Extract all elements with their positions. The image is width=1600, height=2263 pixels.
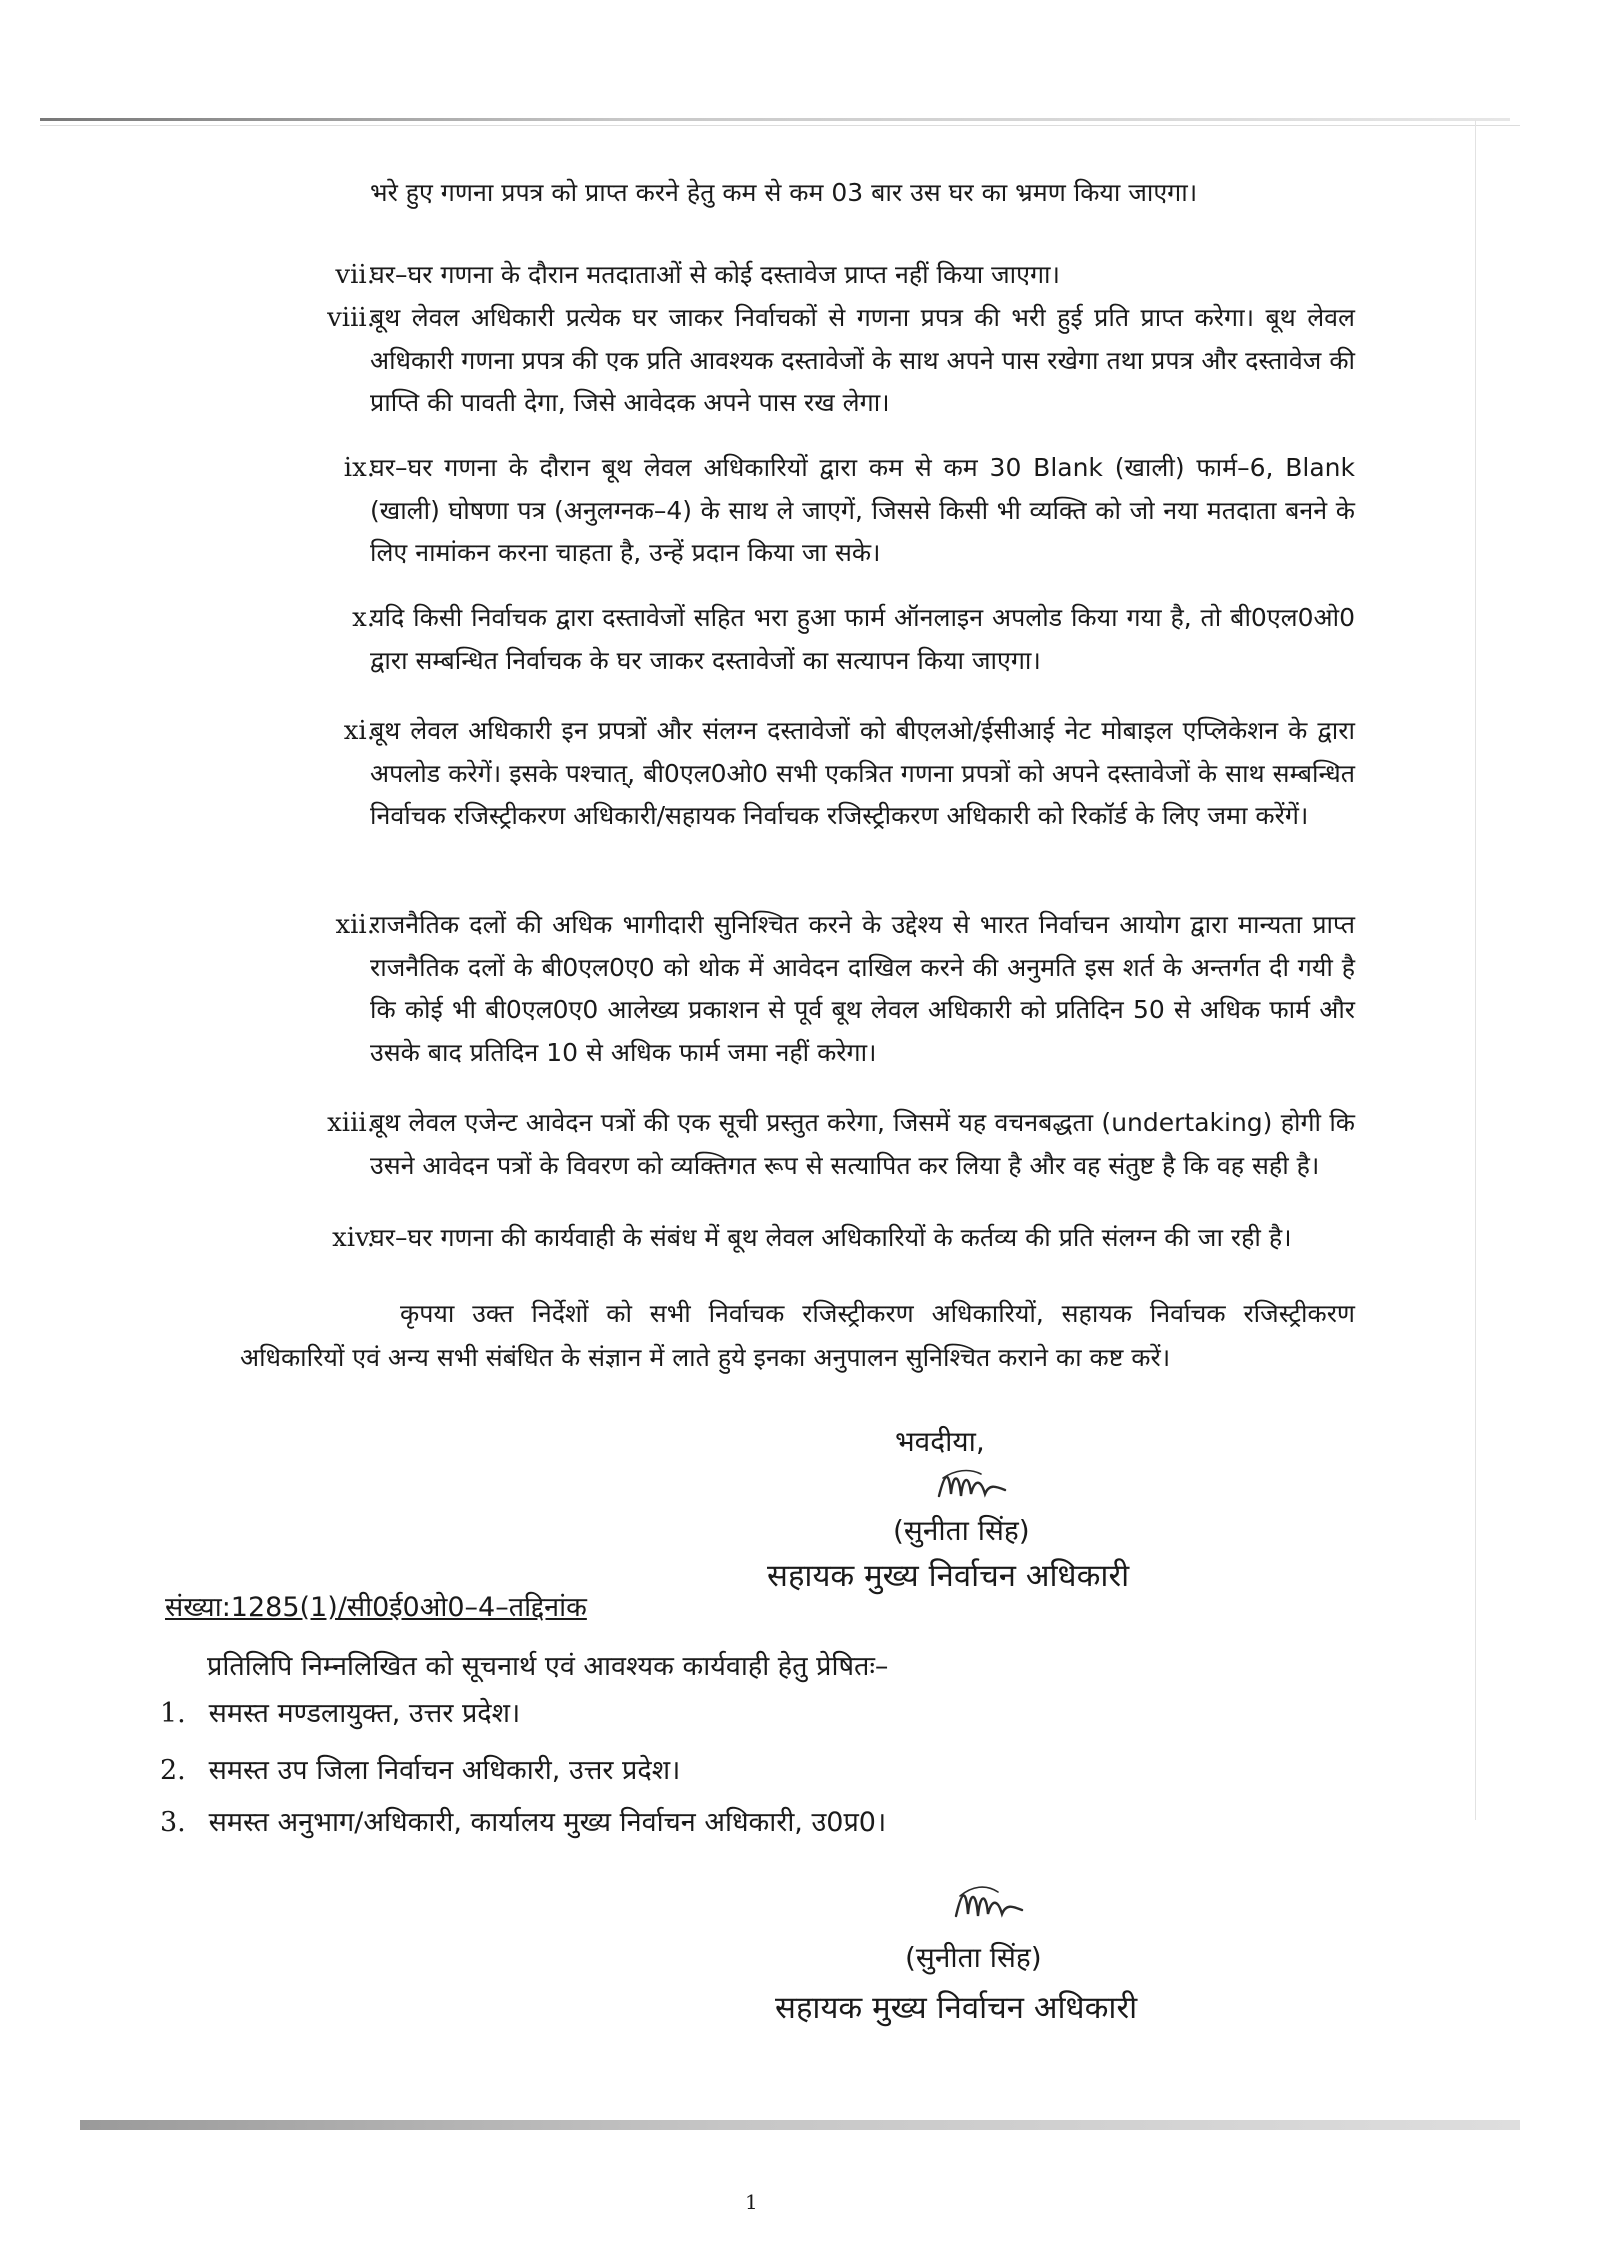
item-number: x.: [352, 603, 375, 633]
item-text: बूथ लेवल अधिकारी इन प्रपत्रों और संलग्न दस्तावेजों को बीएलओ/ईसीआई नेट मोबाइल एप्लिकेशन के द्वारा अपलोड करेगें। इसके पश्चात्, बी0एल0ओ0 सभी एकत्रित गणना प्रपत्रों को अपने दस्तावेजों के साथ सम्बन्धित निर्वाचक रजिस्ट्रीकरण अधिकारी/सहायक निर्वाचक रजिस्ट्रीकरण अधिकारी को रिकॉर्ड के लिए जमा करेंगें।: [370, 716, 1355, 831]
item-number: viii.: [327, 303, 375, 333]
signatory-designation-2: सहायक मुख्य निर्वाचन अधिकारी: [775, 1990, 1138, 2026]
item-text: यदि किसी निर्वाचक द्वारा दस्तावेजों सहित भरा हुआ फार्म ऑनलाइन अपलोड किया गया है, तो बी0एल0ओ0 द्वारा सम्बन्धित निर्वाचक के घर जाकर दस्तावेजों का सत्यापन किया जाएगा।: [370, 603, 1355, 675]
item-text: भरे हुए गणना प्रपत्र को प्राप्त करने हेतु कम से कम 03 बार उस घर का भ्रमण किया जाएगा।: [370, 178, 1198, 207]
item-text: बूथ लेवल एजेन्ट आवेदन पत्रों की एक सूची प्रस्तुत करेगा, जिसमें यह वचनबद्धता (undertaking) होगी कि उसने आवेदन पत्रों के विवरण को व्यक्तिगत रूप से सत्यापित कर लिया है और वह संतुष्ट है कि वह सही है।: [370, 1108, 1355, 1180]
item-number: xi.: [343, 716, 375, 746]
handwritten-signature-1: [935, 1464, 1015, 1508]
copy-to-text: समस्त अनुभाग/अधिकारी, कार्यालय मुख्य निर्वाचन अधिकारी, उ0प्र0।: [208, 1807, 887, 1838]
copy-to-number: 2.: [160, 1755, 186, 1786]
item-number: vii.: [335, 260, 375, 290]
copy-to-item: [160, 1802, 886, 1844]
copy-to-item: [160, 1750, 680, 1792]
scan-edge-line: [40, 125, 1520, 126]
handwritten-signature-2: [950, 1880, 1030, 1930]
copy-to-text: समस्त मण्डलायुक्त, उत्तर प्रदेश।: [208, 1698, 521, 1729]
copy-to-item: [160, 1693, 520, 1735]
item-text: घर–घर गणना की कार्यवाही के संबंध में बूथ लेवल अधिकारियों के कर्तव्य की प्रति संलग्न की जा रही है।: [370, 1223, 1292, 1252]
copy-to-intro: प्रतिलिपि निम्नलिखित को सूचनार्थ एवं आवश्यक कार्यवाही हेतु प्रेषितः–: [207, 1651, 889, 1682]
item-number: xiv.: [332, 1223, 375, 1253]
copy-to-number: 3.: [160, 1807, 186, 1838]
scan-edge-right: [1475, 120, 1476, 1820]
signatory-designation: सहायक मुख्य निर्वाचन अधिकारी: [767, 1558, 1130, 1594]
item-text: बूथ लेवल अधिकारी प्रत्येक घर जाकर निर्वाचकों से गणना प्रपत्र की भरी हुई प्रति प्राप्त करेगा। बूथ लेवल अधिकारी गणना प्रपत्र की एक प्रति आवश्यक दस्तावेजों के साथ अपने पास रखेगा तथा प्रपत्र और दस्तावेज की प्राप्ति की पावती देगा, जिसे आवेदक अपने पास रख लेगा।: [370, 303, 1355, 418]
copy-to-number: 1.: [160, 1698, 186, 1729]
item-text: घर–घर गणना के दौरान मतदाताओं से कोई दस्तावेज प्राप्त नहीं किया जाएगा।: [370, 260, 1060, 289]
item-number: xiii.: [327, 1108, 375, 1138]
item-number: xii.: [335, 910, 375, 940]
item-text: घर–घर गणना के दौरान बूथ लेवल अधिकारियों द्वारा कम से कम 30 Blank (खाली) फार्म–6, Blank (खाली) घोषणा पत्र (अनुलग्नक–4) के साथ ले जाएगें, जिससे किसी भी व्यक्ति को जो नया मतदाता बनने के लिए नामांकन करना चाहता है, उन्हें प्रदान किया जा सके।: [370, 453, 1355, 568]
item-number: ix.: [343, 453, 375, 483]
signatory-name: (सुनीता सिंह): [893, 1514, 1030, 1547]
scan-edge-bottom: [80, 2120, 1520, 2130]
signatory-name-2: (सुनीता सिंह): [905, 1941, 1042, 1974]
item-text: राजनैतिक दलों की अधिक भागीदारी सुनिश्चित करने के उद्देश्य से भारत निर्वाचन आयोग द्वारा मान्यता प्राप्त राजनैतिक दलों के बी0एल0ए0 को थोक में आवेदन दाखिल करने की अनुमति इस शर्त के अन्तर्गत दी गयी है कि कोई भी बी0एल0ए0 आलेख्य प्रकाशन से पूर्व बूथ लेवल अधिकारी को प्रतिदिन 50 से अधिक फार्म और उसके बाद प्रतिदिन 10 से अधिक फार्म जमा नहीं करेगा।: [370, 910, 1355, 1067]
closing-paragraph: कृपया उक्त निर्देशों को सभी निर्वाचक रजिस्ट्रीकरण अधिकारियों, सहायक निर्वाचक रजिस्ट्रीकरण अधिकारियों एवं अन्य सभी संबंधित के संज्ञान में लाते हुये इनका अनुपालन सुनिश्चित कराने का कष्ट करें।: [240, 1299, 1355, 1372]
reference-number: संख्या:1285(1)/सी0ई0ओ0–4–तद्दिनांक: [165, 1592, 587, 1623]
page-number: 1: [745, 2190, 758, 2214]
salutation: भवदीया,: [895, 1425, 985, 1458]
copy-to-text: समस्त उप जिला निर्वाचन अधिकारी, उत्तर प्रदेश।: [208, 1755, 681, 1786]
scan-edge-top: [40, 118, 1510, 121]
